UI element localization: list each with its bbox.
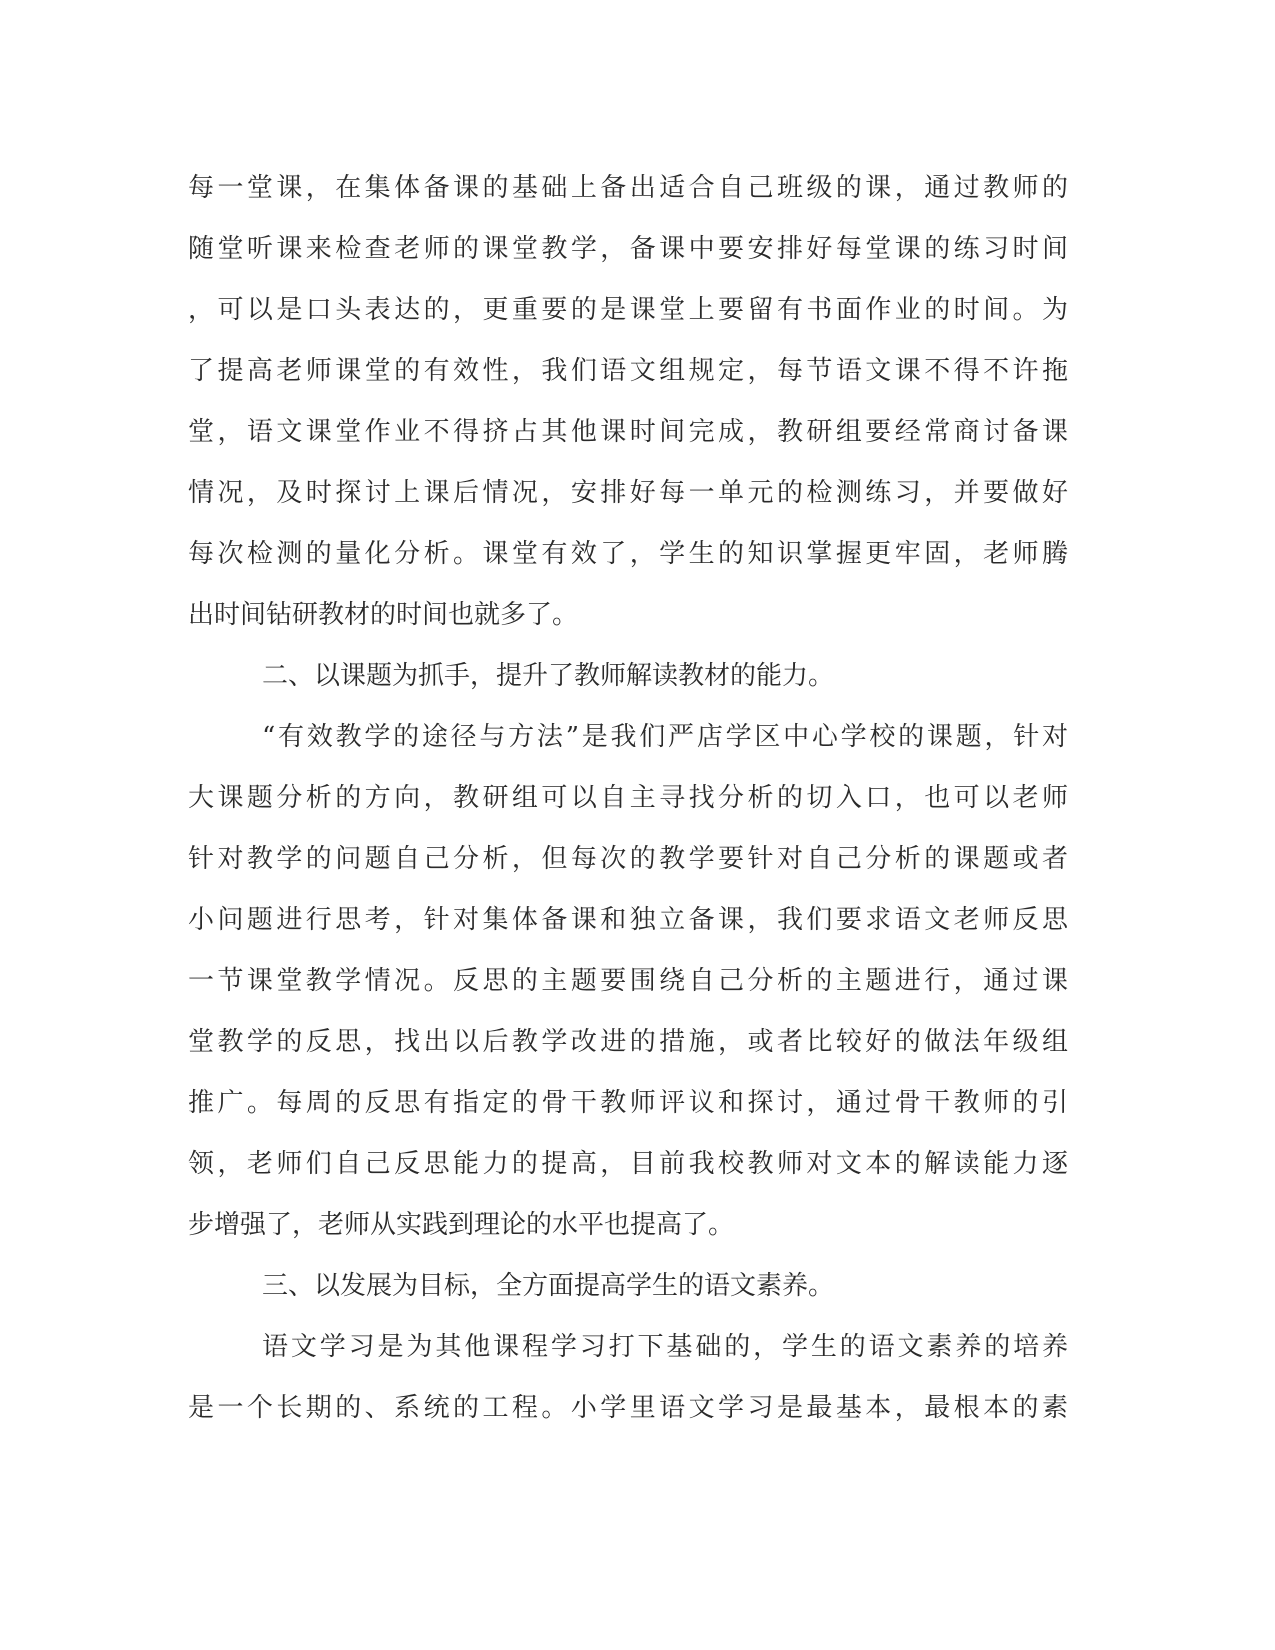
text-line: 随堂听课来检查老师的课堂教学，备课中要安排好每堂课的练习时间 (188, 234, 1068, 264)
text-line: 是一个长期的、系统的工程。小学里语文学习是最基本，最根本的素 (188, 1393, 1068, 1423)
text-line: 堂教学的反思，找出以后教学改进的措施，或者比较好的做法年级组 (188, 1027, 1068, 1057)
text-line: 步增强了，老师从实践到理论的水平也提高了。 (188, 1210, 735, 1240)
text-line: ，可以是口头表达的，更重要的是课堂上要留有书面作业的时间。为 (188, 295, 1068, 325)
text-line: 了提高老师课堂的有效性，我们语文组规定，每节语文课不得不许拖 (188, 356, 1068, 386)
text-line: 每次检测的量化分析。课堂有效了，学生的知识掌握更牢固，老师腾 (188, 539, 1068, 569)
paragraph-first-line: 三、以发展为目标，全方面提高学生的语文素养。 (262, 1271, 835, 1301)
text-line: 大课题分析的方向，教研组可以自主寻找分析的切入口，也可以老师 (188, 783, 1068, 813)
text-line: 领，老师们自己反思能力的提高，目前我校教师对文本的解读能力逐 (188, 1149, 1068, 1179)
text-line: 出时间钻研教材的时间也就多了。 (188, 600, 579, 630)
text-line: 堂，语文课堂作业不得挤占其他课时间完成，教研组要经常商讨备课 (188, 417, 1068, 447)
paragraph-first-line: “有效教学的途径与方法”是我们严店学区中心学校的课题，针对 (262, 722, 1068, 752)
paragraph-first-line: 语文学习是为其他课程学习打下基础的，学生的语文素养的培养 (262, 1332, 1068, 1362)
text-line: 推广。每周的反思有指定的骨干教师评议和探讨，通过骨干教师的引 (188, 1088, 1068, 1118)
paragraph-first-line: 二、以课题为抓手，提升了教师解读教材的能力。 (262, 661, 835, 691)
text-line: 情况，及时探讨上课后情况，安排好每一单元的检测练习，并要做好 (188, 478, 1068, 508)
body-text (188, 158, 1068, 1439)
text-line: 针对教学的问题自己分析，但每次的教学要针对自己分析的课题或者 (188, 844, 1068, 874)
text-line: 一节课堂教学情况。反思的主题要围绕自己分析的主题进行，通过课 (188, 966, 1068, 996)
text-line: 每一堂课，在集体备课的基础上备出适合自己班级的课，通过教师的 (188, 173, 1068, 203)
text-line: 小问题进行思考，针对集体备课和独立备课，我们要求语文老师反思 (188, 905, 1068, 935)
